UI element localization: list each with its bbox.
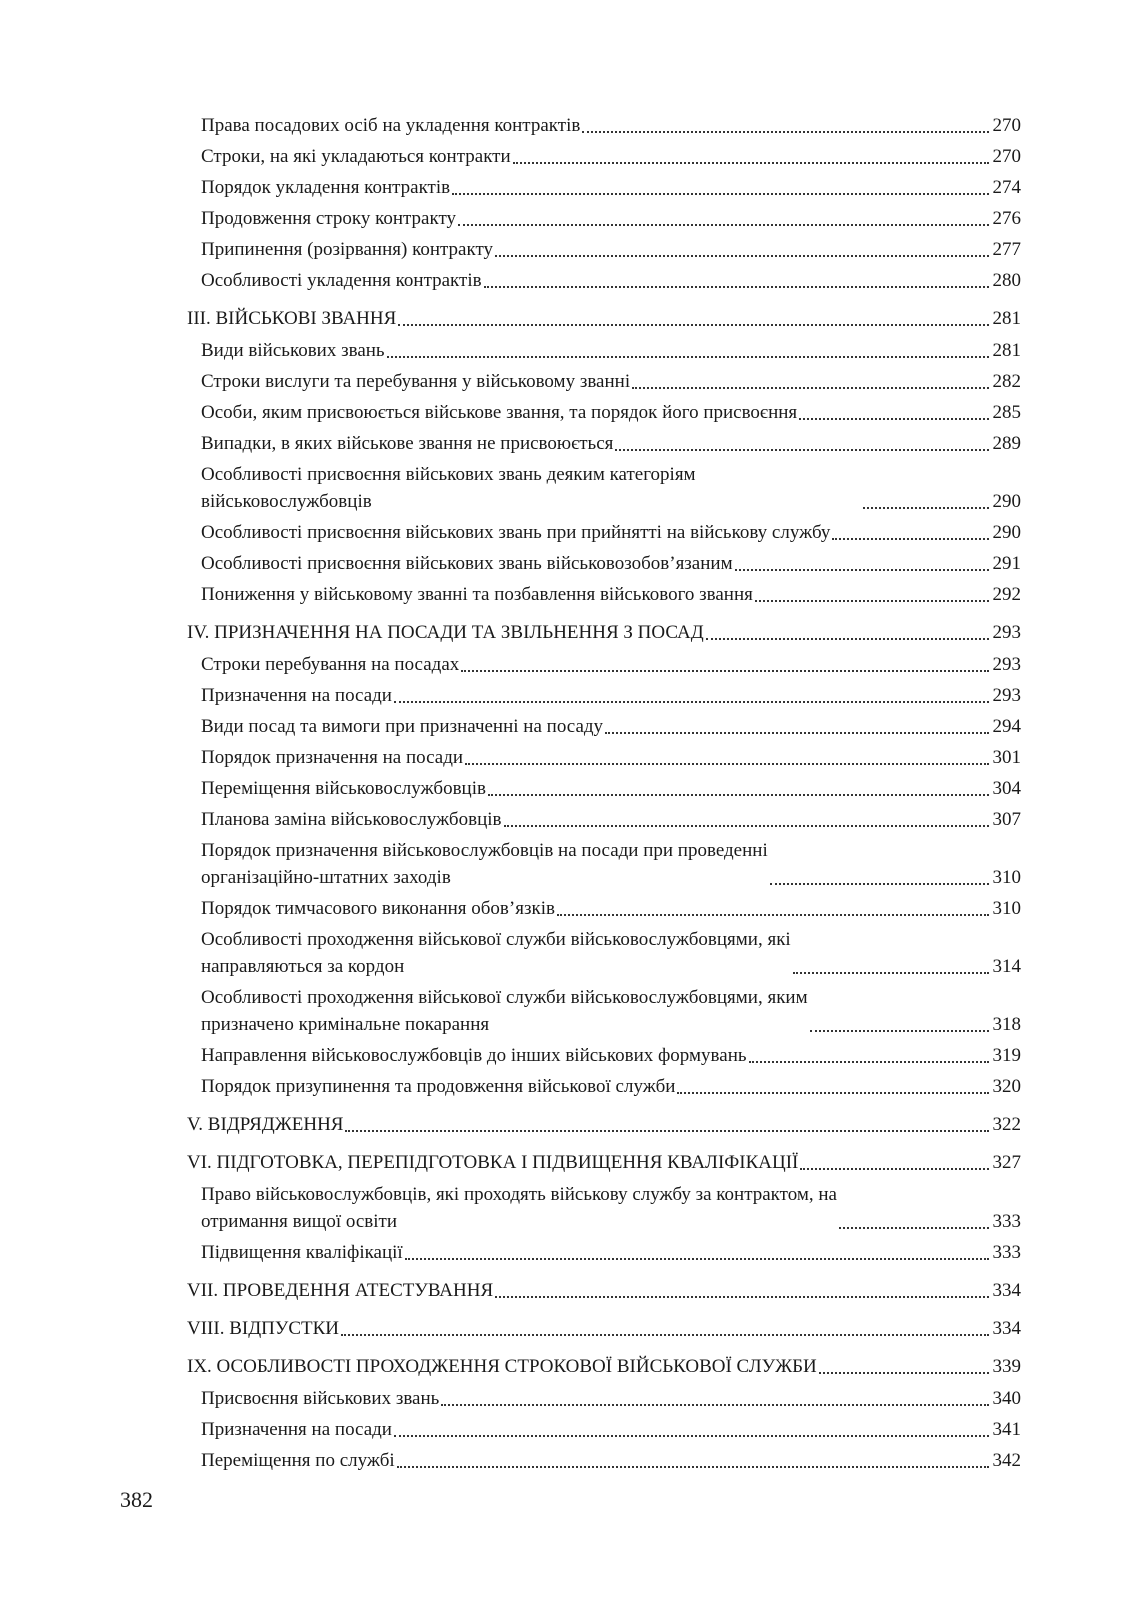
toc-entry-page: 281 (992, 308, 1021, 329)
toc-entry-title: Особливості укладення контрактів (201, 270, 482, 291)
toc-entry (187, 143, 1021, 170)
toc-entry-page: 333 (992, 1211, 1021, 1232)
toc-entry-page: 322 (992, 1114, 1021, 1135)
dot-leader (341, 1334, 989, 1336)
toc-entry-page: 304 (992, 778, 1021, 799)
toc-entry-title: Переміщення по службі (201, 1450, 395, 1471)
toc-entry-page: 318 (992, 1014, 1021, 1035)
toc-entry-page: 270 (992, 115, 1021, 136)
toc-entry-page: 282 (992, 371, 1021, 392)
toc-entry-title: Порядок укладення контрактів (201, 177, 451, 198)
toc-entry-title: Порядок тимчасового виконання обов’язків (201, 898, 555, 919)
toc-entry (187, 1073, 1021, 1100)
toc-entry-title: Право військовослужбовців, які проходять військову службу за контрактом, на отримання вищої освіти (201, 1184, 837, 1232)
dot-leader (819, 1372, 989, 1374)
toc-entry-title: VIII. ВІДПУСТКИ (187, 1318, 340, 1339)
toc-section-entry (187, 1149, 1021, 1176)
page-number: 382 (120, 1487, 153, 1512)
toc-entry (187, 1416, 1021, 1443)
dot-leader (863, 507, 989, 509)
dot-leader (405, 1258, 989, 1260)
toc-entry (187, 112, 1021, 139)
toc-entry-page: 342 (992, 1450, 1021, 1471)
dot-leader (461, 670, 989, 672)
toc-entry-title: V. ВІДРЯДЖЕННЯ (187, 1114, 344, 1135)
toc-entry-page: 290 (992, 491, 1021, 512)
toc-entry (187, 368, 1021, 395)
toc-section-entry (187, 1277, 1021, 1304)
dot-leader (770, 883, 989, 885)
toc-entry-title: Порядок призначення на посади (201, 747, 464, 768)
toc-entry (187, 806, 1021, 833)
toc-entry-title: Направлення військовослужбовців до інших військових формувань (201, 1045, 747, 1066)
dot-leader (488, 794, 989, 796)
toc-entry-page: 340 (992, 1388, 1021, 1409)
toc-entry-page: 293 (992, 622, 1021, 643)
toc-section-entry (187, 1315, 1021, 1342)
dot-leader (582, 131, 989, 133)
dot-leader (706, 638, 989, 640)
dot-leader (605, 732, 989, 734)
toc-entry-title: Призначення на посади (201, 685, 392, 706)
toc-entry (187, 581, 1021, 608)
toc-entry-title: IV. ПРИЗНАЧЕННЯ НА ПОСАДИ ТА ЗВІЛЬНЕННЯ З ПОСАД (187, 622, 704, 643)
toc-entry-title: IX. ОСОБЛИВОСТІ ПРОХОДЖЕННЯ СТРОКОВОЇ ВІЙСЬКОВОЇ СЛУЖБИ (187, 1356, 817, 1377)
dot-leader (832, 538, 989, 540)
toc-entry (187, 519, 1021, 546)
toc-entry-page: 293 (992, 654, 1021, 675)
toc-entry (187, 430, 1021, 457)
toc-entry-title: Порядок призупинення та продовження військової служби (201, 1076, 676, 1097)
toc-entry-page: 333 (992, 1242, 1021, 1263)
toc-entry (187, 205, 1021, 232)
toc-entry-page: 319 (992, 1045, 1021, 1066)
toc-entry-title: Особливості присвоєння військових звань військовозобов’язаним (201, 553, 733, 574)
toc-entry-title: Продовження строку контракту (201, 208, 457, 229)
dot-leader (513, 162, 989, 164)
toc-entry-page: 314 (992, 956, 1021, 977)
toc-entry-title: Особливості присвоєння військових звань деяким категоріям військовослужбовців (201, 464, 701, 512)
dot-leader (465, 763, 989, 765)
toc-entry-title: Пониження у військовому званні та позбавлення військового звання (201, 584, 753, 605)
toc-entry-page: 334 (992, 1318, 1021, 1339)
toc-entry-title: Підвищення кваліфікації (201, 1242, 403, 1263)
toc-entry (187, 236, 1021, 263)
dot-leader (394, 701, 989, 703)
toc-entry (187, 267, 1021, 294)
dot-leader (397, 1466, 989, 1468)
toc-section-entry (187, 305, 1021, 332)
dot-leader (735, 569, 989, 571)
toc-entry-page: 289 (992, 433, 1021, 454)
toc-entry-title: Особливості проходження військової служби військовослужбовцями, яким призначено кримінальне покарання (201, 987, 808, 1035)
dot-leader (458, 224, 989, 226)
dot-leader (441, 1404, 989, 1406)
dot-leader (345, 1130, 989, 1132)
toc-entry-title: Присвоєння військових звань (201, 1388, 440, 1409)
toc-entry (187, 1239, 1021, 1266)
toc-entry (187, 651, 1021, 678)
toc-entry (187, 461, 1021, 515)
toc-entry-title: Порядок призначення військовослужбовців на посади при проведенні організаційно-штатних заходів (201, 840, 768, 888)
dot-leader (810, 1030, 989, 1032)
toc-entry-title: Строки вислуги та перебування у військовому званні (201, 371, 631, 392)
toc-entry-title: Види військових звань (201, 340, 385, 361)
dot-leader (800, 1168, 989, 1170)
dot-leader (632, 387, 989, 389)
toc-entry (187, 713, 1021, 740)
toc-section-entry (187, 1353, 1021, 1380)
toc-entry-page: 307 (992, 809, 1021, 830)
dot-leader (452, 193, 989, 195)
toc-entry-page: 274 (992, 177, 1021, 198)
toc-entry (187, 399, 1021, 426)
toc-entry (187, 1385, 1021, 1412)
dot-leader (557, 914, 989, 916)
toc-entry (187, 337, 1021, 364)
toc-entry-page: 320 (992, 1076, 1021, 1097)
dot-leader (749, 1061, 989, 1063)
toc-entry-title: Припинення (розірвання) контракту (201, 239, 494, 260)
toc-entry-title: VI. ПІДГОТОВКА, ПЕРЕПІДГОТОВКА І ПІДВИЩЕННЯ КВАЛІФІКАЦІЇ (187, 1152, 799, 1173)
toc-entry-title: Строки перебування на посадах (201, 654, 460, 675)
toc-entry-page: 293 (992, 685, 1021, 706)
toc-entry-title: Призначення на посади (201, 1419, 392, 1440)
toc-section-entry (187, 1111, 1021, 1138)
toc-entry-title: Особи, яким присвоюється військове звання, та порядок його присвоєння (201, 402, 798, 423)
toc-entry-page: 291 (992, 553, 1021, 574)
toc-entry-page: 334 (992, 1280, 1021, 1301)
toc-entry (187, 984, 1021, 1038)
toc-entry-page: 277 (992, 239, 1021, 260)
toc-entry-page: 339 (992, 1356, 1021, 1377)
toc-entry (187, 775, 1021, 802)
toc-entry (187, 550, 1021, 577)
table-of-contents (187, 112, 1021, 1478)
toc-entry (187, 174, 1021, 201)
dot-leader (755, 600, 989, 602)
dot-leader (394, 1435, 989, 1437)
dot-leader (495, 1296, 989, 1298)
toc-entry-page: 341 (992, 1419, 1021, 1440)
toc-entry (187, 1181, 1021, 1235)
toc-entry-title: Особливості проходження військової служби військовослужбовцями, які направляються за кордон (201, 929, 791, 977)
toc-entry-page: 310 (992, 867, 1021, 888)
toc-section-entry (187, 619, 1021, 646)
toc-entry-page: 301 (992, 747, 1021, 768)
toc-entry-page: 281 (992, 340, 1021, 361)
dot-leader (387, 356, 989, 358)
dot-leader (839, 1227, 989, 1229)
toc-entry-title: Види посад та вимоги при призначенні на посаду (201, 716, 604, 737)
dot-leader (484, 286, 989, 288)
toc-entry-page: 276 (992, 208, 1021, 229)
toc-entry-page: 290 (992, 522, 1021, 543)
toc-entry-page: 270 (992, 146, 1021, 167)
toc-entry-page: 310 (992, 898, 1021, 919)
toc-entry-page: 280 (992, 270, 1021, 291)
toc-entry-page: 285 (992, 402, 1021, 423)
dot-leader (615, 449, 989, 451)
toc-entry (187, 1042, 1021, 1069)
toc-entry-page: 292 (992, 584, 1021, 605)
toc-entry (187, 895, 1021, 922)
dot-leader (793, 972, 989, 974)
toc-entry-page: 327 (992, 1152, 1021, 1173)
toc-entry (187, 837, 1021, 891)
toc-entry-title: VII. ПРОВЕДЕННЯ АТЕСТУВАННЯ (187, 1280, 494, 1301)
toc-entry-title: Особливості присвоєння військових звань при прийнятті на військову службу (201, 522, 831, 543)
dot-leader (677, 1092, 989, 1094)
dot-leader (495, 255, 989, 257)
toc-entry-page: 294 (992, 716, 1021, 737)
dot-leader (799, 418, 989, 420)
toc-entry-title: Випадки, в яких військове звання не присвоюється (201, 433, 614, 454)
toc-entry (187, 744, 1021, 771)
toc-entry (187, 1447, 1021, 1474)
toc-entry-title: Планова заміна військовослужбовців (201, 809, 502, 830)
toc-entry (187, 682, 1021, 709)
toc-entry-title: Строки, на які укладаються контракти (201, 146, 511, 167)
toc-entry-title: Права посадових осіб на укладення контрактів (201, 115, 581, 136)
dot-leader (504, 825, 990, 827)
toc-entry (187, 926, 1021, 980)
toc-entry-title: III. ВІЙСЬКОВІ ЗВАННЯ (187, 308, 397, 329)
dot-leader (398, 324, 989, 326)
toc-entry-title: Переміщення військовослужбовців (201, 778, 486, 799)
